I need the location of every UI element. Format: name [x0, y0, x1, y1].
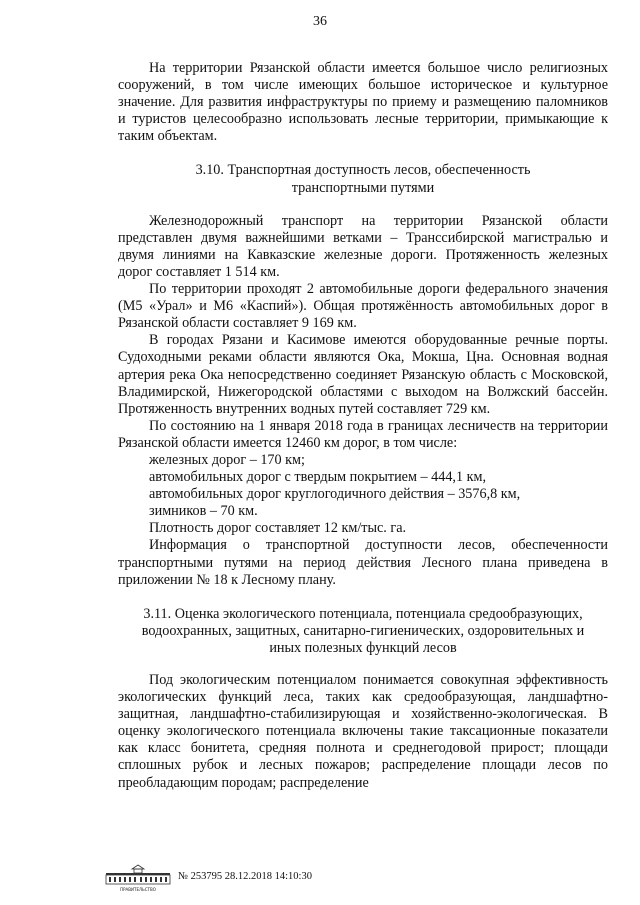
highway-paragraph: По территории проходят 2 автомобильные дороги федерального значения (М5 «Урал» и М6 «Каспий»). Общая протяжённость автомобильных дорог в Рязанской области составляет 9 169 км.: [118, 281, 608, 332]
document-body: [118, 60, 608, 792]
document-footer: [104, 862, 312, 892]
stamp-caption: ПРАВИТЕЛЬСТВО: [120, 887, 156, 892]
section-311-heading: [118, 606, 608, 657]
appendix-reference-paragraph: Информация о транспортной доступности лесов, обеспеченности транспортными путями на период действия Лесного плана приведена в приложении № 18 к Лесному плану.: [118, 537, 608, 588]
section-310-heading-line1: 3.10. Транспортная доступность лесов, обеспеченность: [195, 162, 531, 179]
list-item: зимников – 70 км.: [149, 503, 258, 520]
list-item: автомобильных дорог с твердым покрытием – 444,1 км,: [149, 469, 487, 486]
ecological-potential-paragraph: Под экологическим потенциалом понимается совокупная эффективность экологических функций леса, таких как средообразующая, ландшафтно-защитная, ландшафтно-стабилизирующая и хозяйственно-экологическая. В оценку экологического потенциала включены такие таксационные показатели как класс бонитета, средняя полнота и среднегодовой прирост; площади сплошных рубок и лесных пожаров; распределение площади лесов по преобладающим породам; распределение: [118, 672, 608, 791]
section-310-heading-line2: транспортными путями: [291, 179, 435, 196]
government-building-stamp: [104, 864, 172, 890]
section-311-heading-line2: водоохранных, защитных, санитарно-гигиенических, оздоровительных и: [141, 622, 585, 639]
document-registration-mark: № 253795 28.12.2018 14:10:30: [178, 871, 312, 882]
building-icon: [104, 864, 172, 886]
forest-roads-paragraph: По состоянию на 1 января 2018 года в границах лесничеств на территории Рязанской области имеется 12460 км дорог, в том числе:: [118, 417, 608, 451]
railway-paragraph: Железнодорожный транспорт на территории Рязанской области представлен двумя важнейшими ветками – Транссибирской магистралью и двумя линиями на Кавказские железные дороги. Протяженность железных дорог составляет 1 514 км.: [118, 212, 608, 280]
section-310-heading: [118, 162, 608, 196]
intro-paragraph: На территории Рязанской области имеется большое число религиозных сооружений, в том числе имеющих большое историческое и культурное значение. Для развития инфраструктуры по приему и размещению паломников и туристов целесообразно использовать лесные территории, примыкающие к таким объектам.: [118, 60, 608, 145]
road-density-line: Плотность дорог составляет 12 км/тыс. га.: [149, 520, 407, 537]
section-311-heading-line1: 3.11. Оценка экологического потенциала, потенциала средообразующих,: [143, 605, 583, 622]
page-number: 36: [313, 14, 327, 29]
list-item: железных дорог – 170 км;: [149, 451, 305, 468]
list-item: автомобильных дорог круглогодичного действия – 3576,8 км,: [149, 486, 521, 503]
section-311-heading-line3: иных полезных функций лесов: [269, 639, 457, 656]
waterway-paragraph: В городах Рязани и Касимове имеются оборудованные речные порты. Судоходными реками области являются Ока, Мокша, Цна. Основная водная артерия река Ока непосредственно соединяет Рязанскую область с Московской, Владимирской, Нижегородской областями с выходом на Волжский бассейн. Протяженность внутренних водных путей составляет 729 км.: [118, 332, 608, 417]
